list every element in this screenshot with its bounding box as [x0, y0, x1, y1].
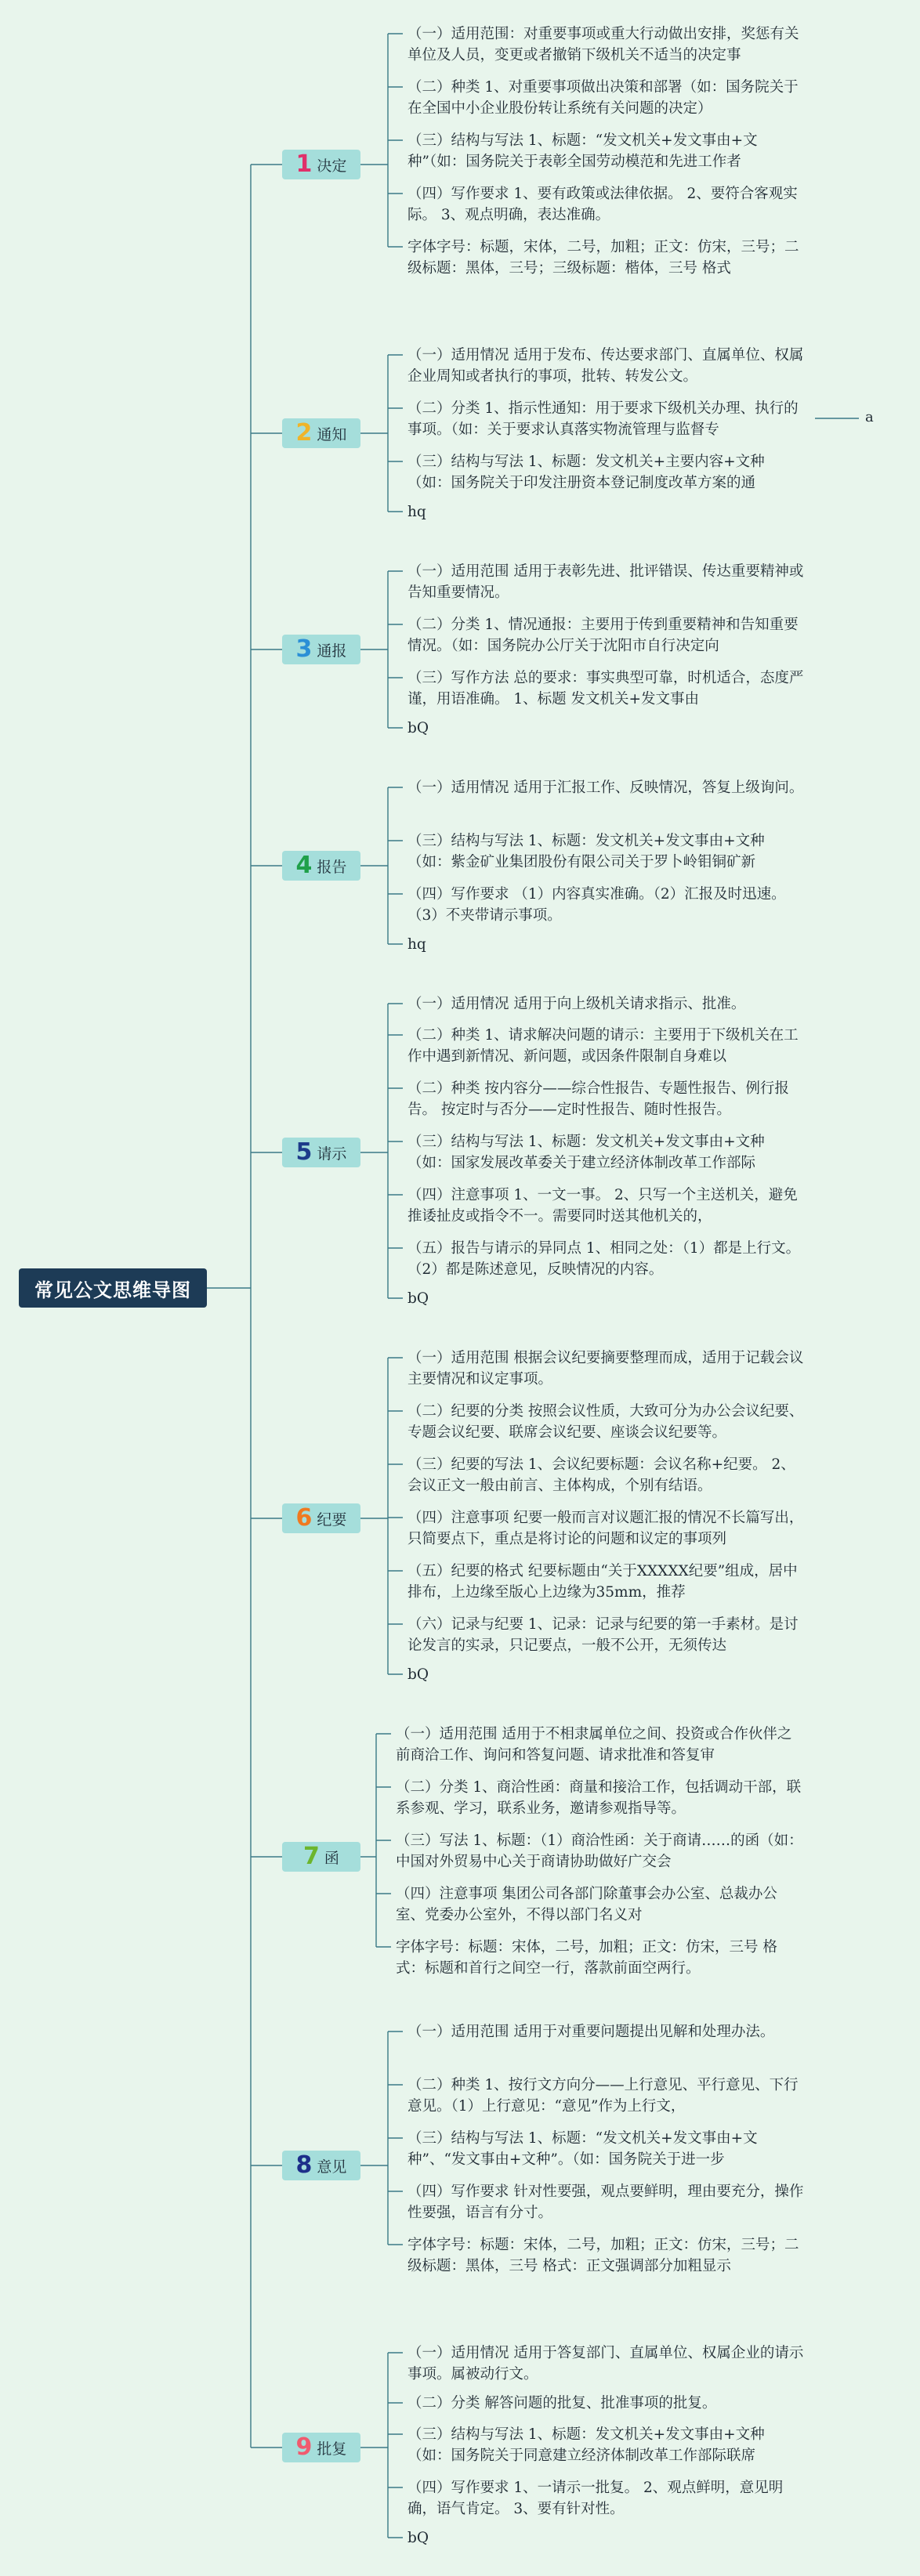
- leaf-item[interactable]: hq: [407, 936, 426, 953]
- leaf-item[interactable]: （五）纪要的格式 纪要标题由“关于XXXXX纪要”组成，居中排布，上边缘至版心上边缘为35mm，推荐: [407, 1563, 798, 1601]
- branch-label: 决定: [317, 157, 347, 175]
- branch-node-6[interactable]: [282, 1503, 360, 1533]
- leaf-item[interactable]: （一）适用情况 适用于发布、传达要求部门、直属单位、权属企业周知或者执行的事项，批转、转发公文。: [407, 347, 804, 385]
- leaf-item[interactable]: （一）适用范围：对重要事项或重大行动做出安排，奖惩有关单位及人员，变更或者撤销下级机关不适当的决定事: [407, 26, 799, 63]
- leaf-item[interactable]: （一）适用范围 适用于表彰先进、批评错误、传达重要精神或告知重要情况。: [407, 563, 804, 601]
- leaf-item[interactable]: （一）适用范围 根据会议纪要摘要整理而成，适用于记载会议主要情况和议定事项。: [407, 1350, 804, 1387]
- branch-node-7[interactable]: [282, 1842, 360, 1872]
- leaf-item[interactable]: （一）适用范围 适用于对重要问题提出见解和处理办法。: [407, 2024, 775, 2040]
- branch-node-3[interactable]: [282, 635, 360, 664]
- leaf-item[interactable]: bQ: [407, 720, 429, 736]
- leaf-item[interactable]: （二）分类 解答问题的批复、批准事项的批复。: [407, 2395, 717, 2411]
- branch-number: 4: [295, 852, 313, 879]
- leaf-item[interactable]: （四）注意事项 纪要一般而言对议题汇报的情况不长篇写出，只简要点下，重点是将讨论的问题和议定的事项列: [407, 1510, 804, 1547]
- leaf-item[interactable]: （一）适用情况 适用于向上级机关请求指示、批准。: [407, 996, 746, 1012]
- leaf-item[interactable]: （四）写作要求 1、要有政策或法律依据。 2、要符合客观实际。 3、观点明确，表达准确。: [407, 186, 798, 223]
- branch-number: 8: [295, 2151, 313, 2179]
- leaf-item[interactable]: （二）种类 1、对重要事项做出决策和部署（如：国务院关于在全国中小企业股份转让系统有关问题的决定）: [407, 79, 799, 117]
- branch-label: 报告: [317, 858, 347, 876]
- branch-number: 2: [295, 419, 313, 447]
- leaf-item[interactable]: （三）结构与写法 1、标题：发文机关+发文事由+文种（如：国务院关于同意建立经济体制改革工作部际联席: [407, 2426, 765, 2464]
- branch-number: 3: [295, 635, 313, 663]
- branch-number: 6: [295, 1504, 313, 1532]
- branch-node-8[interactable]: [282, 2151, 360, 2180]
- leaf-item[interactable]: 字体字号：标题，宋体，二号，加粗；正文：仿宋，三号；二级标题：黑体，三号；三级标题：楷体，三号 格式: [407, 239, 799, 277]
- leaf-item[interactable]: （三）结构与写法 1、标题：“发文机关+发文事由+文种”、“发文事由+文种”。（如：国务院关于进一步: [407, 2130, 758, 2168]
- branch-label: 意见: [317, 2158, 347, 2176]
- leaf-item[interactable]: （一）适用情况 适用于答复部门、直属单位、权属企业的请示事项。属被动行文。: [407, 2345, 804, 2382]
- leaf-item[interactable]: （一）适用范围 适用于不相隶属单位之间、投资或合作伙伴之前商洽工作、询问和答复问题、请求批准和答复审: [396, 1726, 792, 1764]
- leaf-item[interactable]: hq: [407, 504, 426, 520]
- leaf-item[interactable]: （二）分类 1、情况通报：主要用于传到重要精神和告知重要情况。（如：国务院办公厅关于沈阳市自行决定向: [407, 617, 799, 654]
- branch-number: 9: [295, 2433, 313, 2461]
- leaf-item[interactable]: （三）写作方法 总的要求：事实典型可靠，时机适合，态度严谨，用语准确。 1、标题 发文机关+发文事由: [407, 670, 804, 707]
- leaf-item[interactable]: bQ: [407, 1666, 429, 1683]
- leaf-item[interactable]: 字体字号：标题：宋体，二号，加粗；正文：仿宋，三号 格式：标题和首行之间空一行，落款前面空两行。: [396, 1939, 777, 1977]
- leaf-item[interactable]: bQ: [407, 2530, 429, 2546]
- leaf-item[interactable]: （一）适用情况 适用于汇报工作、反映情况，答复上级询问。: [407, 780, 804, 796]
- leaf-item[interactable]: （四）注意事项 集团公司各部门除董事会办公室、总裁办公室、党委办公室外，不得以部门名义对: [396, 1886, 777, 1923]
- branch-label: 请示: [317, 1145, 347, 1163]
- branch-number: 1: [295, 150, 313, 178]
- branch-node-1[interactable]: [282, 150, 360, 179]
- branch-label: 通知: [317, 425, 347, 443]
- leaf-item[interactable]: （二）分类 1、商洽性函：商量和接洽工作，包括调动干部，联系参观、学习，联系业务，邀请参观指导等。: [396, 1779, 802, 1817]
- branch-node-5[interactable]: [282, 1138, 360, 1167]
- leaf-item[interactable]: （四）写作要求 （1）内容真实准确。（2）汇报及时迅速。（3）不夹带请示事项。: [407, 886, 786, 924]
- branch-label: 通报: [317, 642, 347, 660]
- leaf-item[interactable]: 字体字号：标题：宋体，二号，加粗；正文：仿宋，三号；二级标题：黑体，三号 格式：正文强调部分加粗显示: [407, 2237, 799, 2274]
- leaf-item[interactable]: （三）写法 1、标题：（1）商洽性函：关于商请……的函（如：中国对外贸易中心关于商请协助做好广交会: [396, 1833, 803, 1870]
- leaf-item[interactable]: （四）注意事项 1、一文一事。 2、只写一个主送机关，避免推诿扯皮或指令不一。需要同时送其他机关的，: [407, 1187, 798, 1225]
- leaf-item[interactable]: （五）报告与请示的异同点 1、相同之处：（1）都是上行文。（2）都是陈述意见，反映情况的内容。: [407, 1240, 801, 1278]
- branch-label: 批复: [317, 2440, 347, 2458]
- branch-number: 5: [295, 1138, 313, 1166]
- branch-node-9[interactable]: [282, 2433, 360, 2462]
- root-node[interactable]: 常见公文思维导图: [19, 1268, 207, 1308]
- leaf-item[interactable]: （三）结构与写法 1、标题：发文机关+主要内容+文种（如：国务院关于印发注册资本登记制度改革方案的通: [407, 454, 765, 491]
- leaf-item[interactable]: （四）写作要求 针对性要强，观点要鲜明，理由要充分，操作性要强，语言有分寸。: [407, 2183, 804, 2221]
- leaf-item[interactable]: （二）分类 1、指示性通知：用于要求下级机关办理、执行的事项。（如：关于要求认真落实物流管理与监督专: [407, 400, 799, 438]
- leaf-item[interactable]: （三）纪要的写法 1、会议纪要标题：会议名称+纪要。 2、会议正文一般由前言、主体构成，个别有结语。: [407, 1456, 795, 1494]
- branch-node-2[interactable]: [282, 418, 360, 448]
- side-note[interactable]: a: [865, 409, 874, 425]
- branch-label: 纪要: [317, 1511, 347, 1529]
- leaf-item[interactable]: （四）写作要求 1、一请示一批复。 2、观点鲜明，意见明确，语气肯定。 3、要有针对性。: [407, 2480, 784, 2517]
- branch-number: 7: [303, 1843, 320, 1870]
- leaf-item[interactable]: （二）种类 按内容分——综合性报告、专题性报告、例行报告。 按定时与否分——定时性报告、随时性报告。: [407, 1080, 789, 1118]
- leaf-item[interactable]: （三）结构与写法 1、标题：“发文机关+发文事由+文种”（如：国务院关于表彰全国劳动模范和先进工作者: [407, 132, 758, 170]
- leaf-item[interactable]: bQ: [407, 1290, 429, 1307]
- leaf-item[interactable]: （三）结构与写法 1、标题：发文机关+发文事由+文种（如：紫金矿业集团股份有限公司关于罗卜岭钼铜矿新: [407, 833, 765, 870]
- leaf-item[interactable]: （三）结构与写法 1、标题：发文机关+发文事由+文种（如：国家发展改革委关于建立经济体制改革工作部际: [407, 1134, 765, 1171]
- leaf-item[interactable]: （二）种类 1、按行文方向分——上行意见、平行意见、下行意见。（1）上行意见：“意见”作为上行文，: [407, 2077, 799, 2115]
- leaf-item[interactable]: （二）种类 1、请求解决问题的请示：主要用于下级机关在工作中遇到新情况、新问题，或因条件限制自身难以: [407, 1027, 799, 1065]
- leaf-item[interactable]: （二）纪要的分类 按照会议性质，大致可分为办公会议纪要、专题会议纪要、联席会议纪要、座谈会议纪要等。: [407, 1403, 804, 1441]
- branch-label: 函: [324, 1849, 339, 1867]
- leaf-item[interactable]: （六）记录与纪要 1、记录：记录与纪要的第一手素材。是讨论发言的实录，只记要点，一般不公开，无须传达: [407, 1616, 799, 1654]
- branch-node-4[interactable]: [282, 851, 360, 881]
